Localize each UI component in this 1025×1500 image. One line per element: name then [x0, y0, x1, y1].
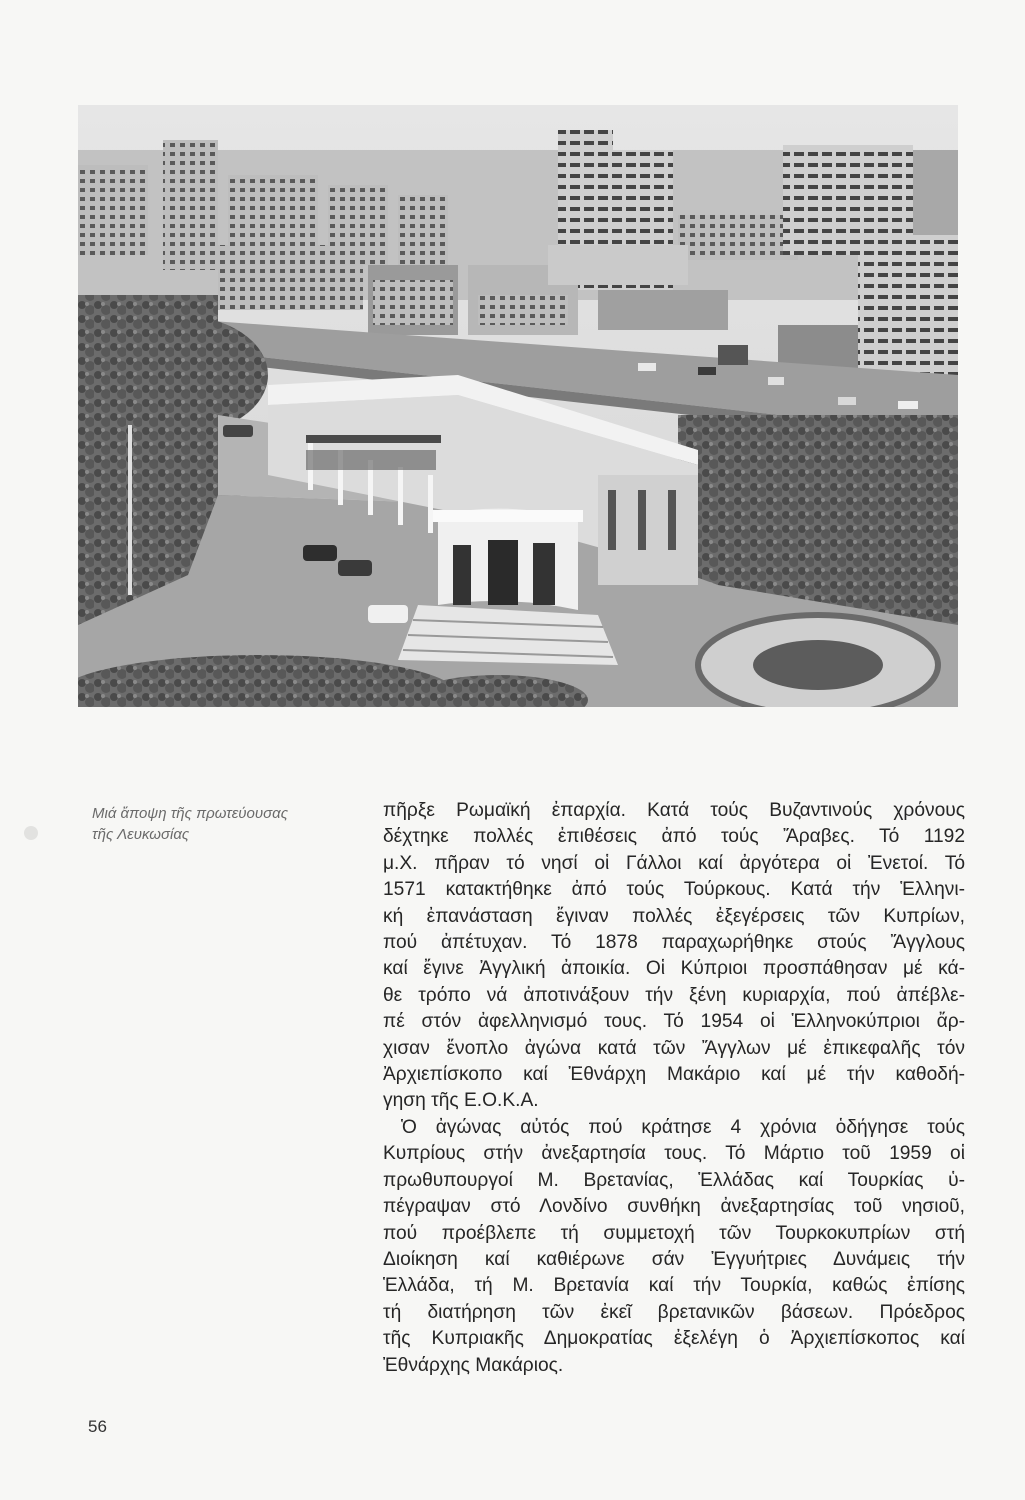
- text-line: καί ἔγινε Ἀγγλική ἀποικία. Οἱ Κύπριοι προσπάθησαν μέ κά-: [383, 958, 965, 980]
- caption-line-2: τῆς Λευκωσίας: [92, 826, 190, 843]
- text-line: πῆρξε Ρωμαϊκή ἐπαρχία. Κατά τούς Βυζαντινούς χρόνους: [383, 800, 965, 821]
- photo-caption: [92, 803, 362, 845]
- text-line: Διοίκηση καί καθιέρωνε σάν Ἐγγυήτριες Δυνάμεις τήν: [383, 1248, 965, 1270]
- text-line: 1571 κατακτήθηκε ἀπό τούς Τούρκους. Κατά τήν Ἑλληνι-: [383, 879, 965, 901]
- text-line: πού ἀπέτυχαν. Τό 1878 παραχωρήθηκε στούς Ἄγγλους: [383, 932, 965, 954]
- text-line: Ὁ ἀγώνας αὐτός πού κράτησε 4 χρόνια ὁδήγησε τούς: [401, 1116, 965, 1138]
- text-line: χισαν ἔνοπλο ἀγώνα κατά τῶν Ἄγγλων μέ ἐπικεφαλῆς τόν: [383, 1037, 965, 1059]
- text-line: Ἐθνάρχης Μακάριος.: [383, 1354, 564, 1376]
- text-line: πέγραψαν στό Λονδίνο συνθήκη ἀνεξαρτησίας τοῦ νησιοῦ,: [383, 1196, 965, 1218]
- main-text: [383, 798, 965, 1379]
- text-line: πού προέβλεπε τή συμμετοχή τῶν Τουρκοκυπρίων στή: [383, 1222, 965, 1244]
- page-number: 56: [88, 1417, 107, 1436]
- page-mark: [24, 826, 38, 840]
- caption-line-1: Μιά ἄποψη τῆς πρωτεύουσας: [92, 805, 289, 822]
- city-photo-illustration: [78, 105, 958, 707]
- text-line: τῆς Κυπριακῆς Δημοκρατίας ἐξελέγη ὁ Ἀρχιεπίσκοπος καί: [383, 1328, 965, 1350]
- text-line: γηση τῆς Ε.Ο.Κ.Α.: [383, 1090, 539, 1112]
- text-line: κή ἐπανάσταση ἔγιναν πολλές ἐξεγέρσεις τῶν Κυπρίων,: [383, 905, 965, 927]
- aerial-view-nicosia-photo: [78, 105, 958, 707]
- text-line: μ.Χ. πῆραν τό νησί οἱ Γάλλοι καί ἀργότερα οἱ Ἐνετοί. Τό: [383, 852, 965, 874]
- text-line: πέ στόν ἀφελληνισμό τους. Τό 1954 οἱ Ἑλληνοκύπριοι ἄρ-: [383, 1011, 965, 1033]
- text-line: δέχτηκε πολλές ἐπιθέσεις ἀπό τούς Ἄραβες. Τό 1192: [383, 826, 965, 848]
- text-line: Κυπρίους στήν ἀνεξαρτησία τους. Τό Μάρτιο τοῦ 1959 οἱ: [383, 1143, 965, 1165]
- text-line: θε τρόπο νά ἀποτινάξουν τήν ξένη κυριαρχία, πού ἀπέβλε-: [383, 984, 965, 1006]
- text-line: τή διατήρηση τῶν ἐκεῖ βρετανικῶν βάσεων. Πρόεδρος: [383, 1301, 965, 1323]
- text-line: Ἑλλάδα, τή Μ. Βρετανία καί τήν Τουρκία, καθώς ἐπίσης: [383, 1275, 965, 1297]
- text-line: Ἀρχιεπίσκοπο καί Ἐθνάρχη Μακάριο καί μέ τήν καθοδή-: [383, 1064, 965, 1086]
- text-line: πρωθυπουργοί Μ. Βρετανίας, Ἑλλάδας καί Τουρκίας ὑ-: [383, 1169, 965, 1191]
